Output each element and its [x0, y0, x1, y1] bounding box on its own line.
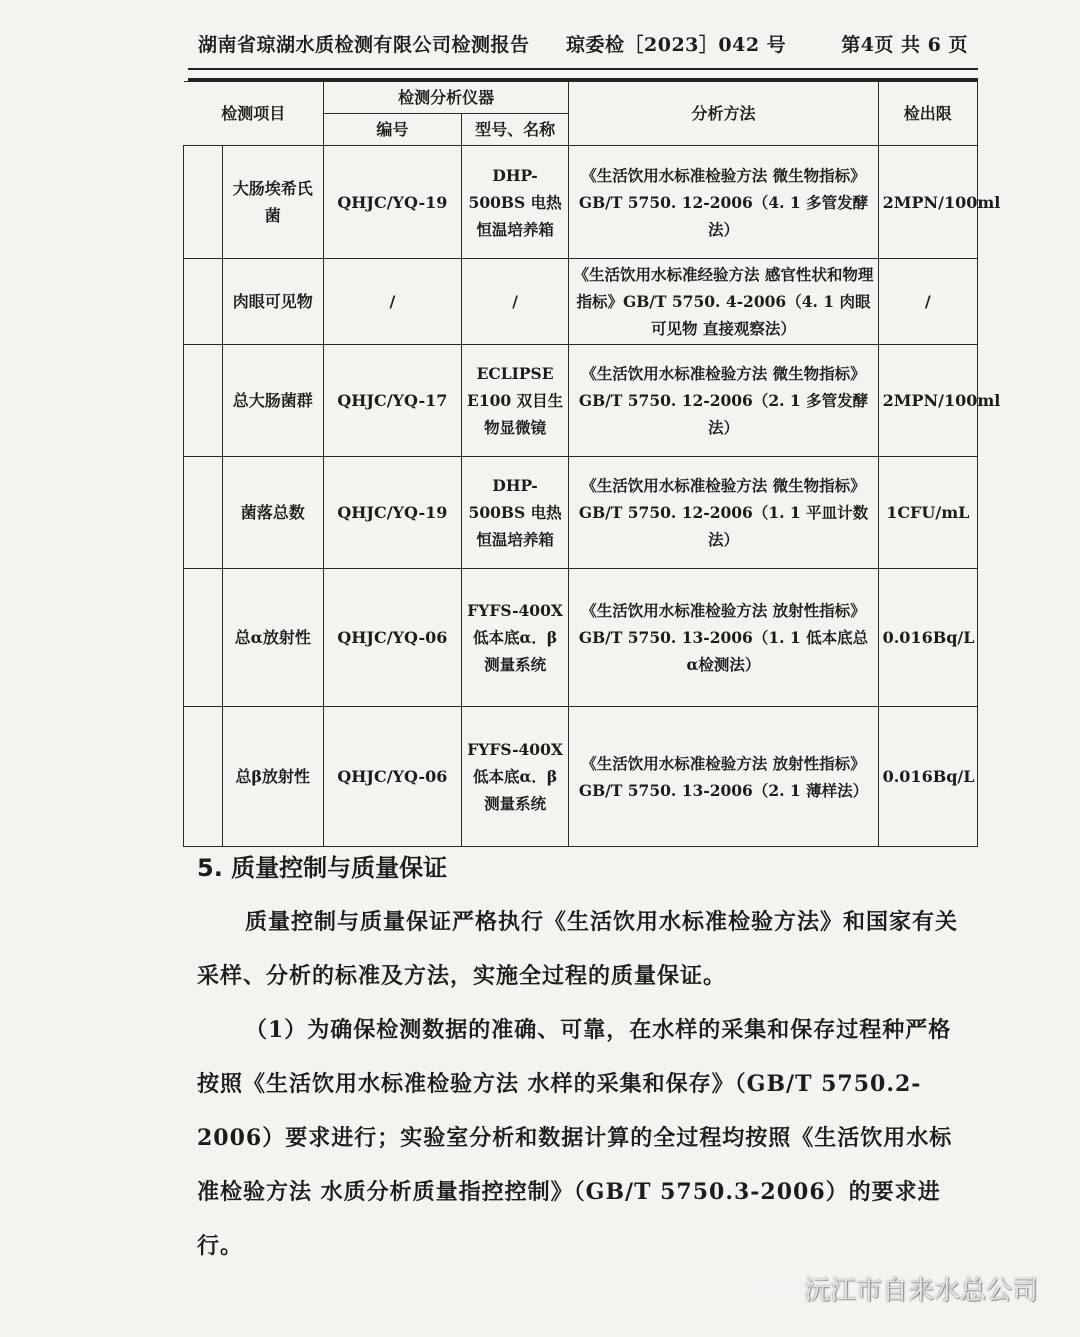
- header-limit: 检出限: [878, 82, 977, 146]
- cell-limit: 0.016Bq/L: [878, 569, 977, 707]
- cell-code: QHJC/YQ-06: [323, 569, 461, 707]
- header-method: 分析方法: [569, 82, 878, 146]
- cell-model: DHP-500BS 电热恒温培养箱: [461, 146, 569, 259]
- cell-limit: /: [878, 259, 977, 345]
- header-divider: [188, 68, 978, 70]
- cell-limit: 2MPN/100ml: [878, 146, 977, 259]
- cell-item: 菌落总数: [222, 457, 323, 569]
- watermark: [762, 1270, 1038, 1306]
- cell-item: 总α放射性: [222, 569, 323, 707]
- cell-code: QHJC/YQ-19: [323, 146, 461, 259]
- cell-item: 总大肠菌群: [222, 345, 323, 457]
- header-instrument: 检测分析仪器: [323, 82, 568, 114]
- table-gutter: [184, 569, 223, 707]
- cell-model: FYFS-400X 低本底α．β测量系统: [461, 707, 569, 847]
- cell-code: QHJC/YQ-17: [323, 345, 461, 457]
- cell-method: 《生活饮用水标准经验方法 感官性状和物理指标》GB/T 5750. 4-2006（4. 1 肉眼可见物 直接观察法）: [569, 259, 878, 345]
- header-model: 型号、名称: [461, 114, 569, 146]
- paragraph: 质量控制与质量保证严格执行《生活饮用水标准检验方法》和国家有关采样、分析的标准及方法，实施全过程的质量保证。: [197, 909, 959, 989]
- wechat-icon: [762, 1273, 796, 1303]
- cell-code: QHJC/YQ-19: [323, 457, 461, 569]
- table-gutter: [184, 345, 223, 457]
- cell-limit: 1CFU/mL: [878, 457, 977, 569]
- header-page-info: 第4页 共 6 页: [841, 34, 968, 56]
- cell-method: 《生活饮用水标准检验方法 微生物指标》GB/T 5750. 12-2006（1. 1 平皿计数法）: [569, 457, 878, 569]
- table-row: [184, 146, 978, 259]
- cell-limit: 0.016Bq/L: [878, 707, 977, 847]
- cell-model: DHP-500BS 电热恒温培养箱: [461, 457, 569, 569]
- watermark-text: 沅江市自来水总公司: [804, 1275, 1039, 1306]
- cell-item: 大肠埃希氏菌: [222, 146, 323, 259]
- cell-limit: 2MPN/100ml: [878, 345, 977, 457]
- table-gutter: [184, 146, 223, 259]
- table-row: [184, 259, 978, 345]
- paragraph: （1）为确保检测数据的准确、可靠，在水样的采集和保存过程种严格按照《生活饮用水标准检验方法 水样的采集和保存》（GB/T 5750.2-2006）要求进行；实验室分析和数据计算的全过程均按照《生活饮用水标准检验方法 水质分析质量指控控制》（GB/T 5750.3-2006）的要求进行。: [197, 1017, 953, 1259]
- page-header: [198, 24, 968, 58]
- table-gutter: [184, 457, 223, 569]
- header-code: 编号: [323, 114, 461, 146]
- cell-method: 《生活饮用水标准检验方法 微生物指标》GB/T 5750. 12-2006（2. 1 多管发酵法）: [569, 345, 878, 457]
- cell-item: 总β放射性: [222, 707, 323, 847]
- table-row: [184, 345, 978, 457]
- instrument-table: [183, 81, 1001, 847]
- cell-code: /: [323, 259, 461, 345]
- table-gutter: [184, 707, 223, 847]
- cell-code: QHJC/YQ-06: [323, 707, 461, 847]
- header-item: 检测项目: [184, 82, 324, 146]
- header-company: 湖南省琼湖水质检测有限公司检测报告: [198, 34, 530, 56]
- table-row: [184, 707, 978, 847]
- section-title: 5. 质量控制与质量保证: [197, 854, 448, 882]
- table-row: [184, 569, 978, 707]
- cell-model: FYFS-400X 低本底α．β测量系统: [461, 569, 569, 707]
- cell-model: /: [461, 259, 569, 345]
- cell-item: 肉眼可见物: [222, 259, 323, 345]
- table-row: [184, 457, 978, 569]
- cell-model: ECLIPSE E100 双目生物显微镜: [461, 345, 569, 457]
- cell-method: 《生活饮用水标准检验方法 放射性指标》GB/T 5750. 13-2006（1. 1 低本底总α检测法）: [569, 569, 878, 707]
- cell-method: 《生活饮用水标准检验方法 放射性指标》GB/T 5750. 13-2006（2. 1 薄样法）: [569, 707, 878, 847]
- table-gutter: [184, 259, 223, 345]
- header-report-number: 琼委检［2023］042 号: [566, 34, 787, 56]
- cell-method: 《生活饮用水标准检验方法 微生物指标》GB/T 5750. 12-2006（4. 1 多管发酵法）: [569, 146, 878, 259]
